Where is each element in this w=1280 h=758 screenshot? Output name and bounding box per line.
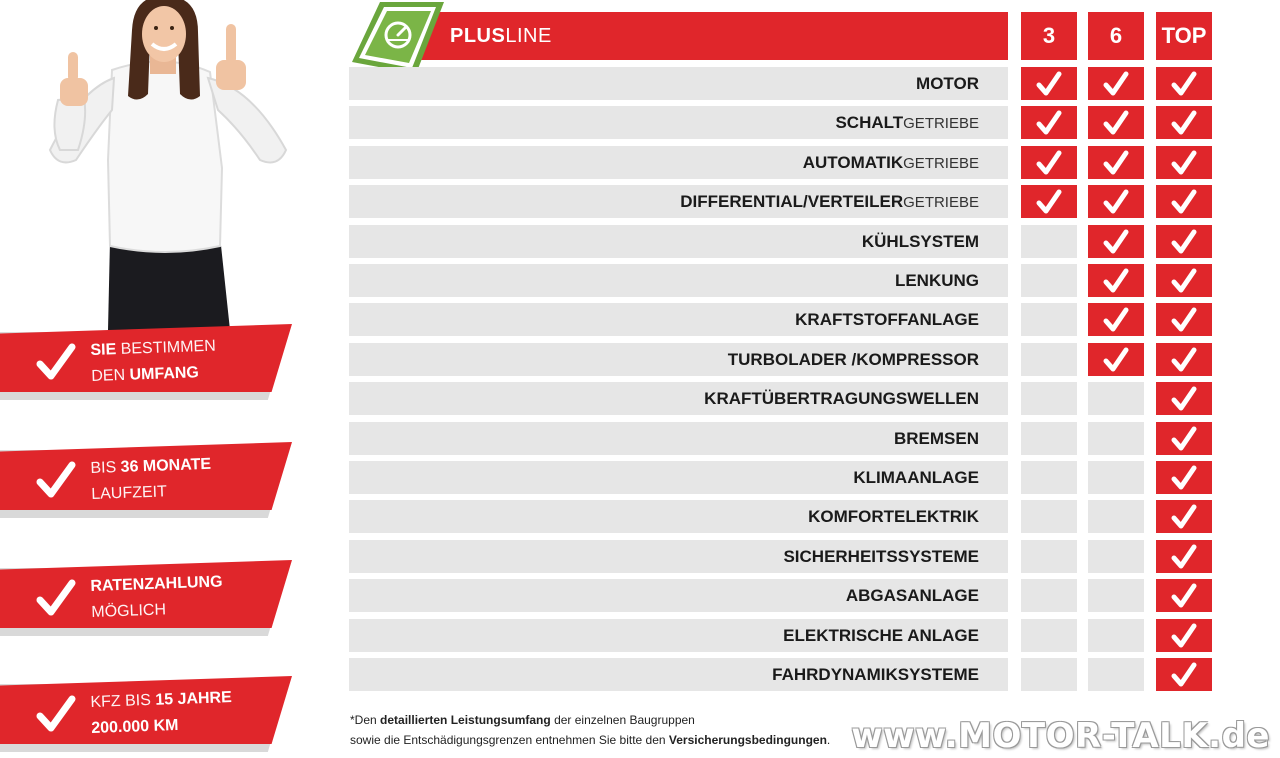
coverage-empty-cell: [1088, 619, 1144, 652]
checkmark-icon: [1170, 386, 1198, 412]
table-row-label: DIFFERENTIAL/VERTEILERGETRIEBE: [349, 185, 1008, 218]
coverage-empty-cell: [1088, 579, 1144, 612]
checkmark-icon: [1102, 229, 1130, 255]
checkmark-icon: [36, 342, 76, 382]
column-header-6: 6: [1088, 12, 1144, 60]
coverage-empty-cell: [1021, 264, 1077, 297]
checkmark-icon: [1035, 189, 1063, 215]
coverage-check-cell: [1088, 343, 1144, 376]
coverage-empty-cell: [1021, 500, 1077, 533]
checkmark-icon: [1170, 504, 1198, 530]
checkmark-icon: [36, 460, 76, 500]
benefit-banner: [0, 442, 292, 514]
checkmark-icon: [1170, 347, 1198, 373]
coverage-check-cell: [1156, 422, 1212, 455]
coverage-check-cell: [1088, 106, 1144, 139]
checkmark-icon: [1170, 150, 1198, 176]
coverage-check-cell: [1156, 67, 1212, 100]
coverage-check-cell: [1156, 658, 1212, 691]
benefit-text: KFZ BIS 15 JAHRE 200.000 KM: [90, 689, 233, 737]
checkmark-icon: [1170, 229, 1198, 255]
coverage-check-cell: [1156, 185, 1212, 218]
coverage-check-cell: [1156, 303, 1212, 336]
checkmark-icon: [1102, 268, 1130, 294]
footnote: *Den detaillierten Leistungsumfang der einzelnen Baugruppen sowie die Entschädigungsgrenzen entnehmen Sie bitte den Versicherungsbedingungen.: [350, 713, 831, 747]
checkmark-icon: [1102, 150, 1130, 176]
coverage-empty-cell: [1021, 382, 1077, 415]
table-row-label: ABGASANLAGE: [349, 579, 1008, 612]
coverage-empty-cell: [1021, 579, 1077, 612]
checkmark-icon: [1170, 189, 1198, 215]
table-row-label: FAHRDYNAMIKSYSTEME: [349, 658, 1008, 691]
checkmark-icon: [1170, 268, 1198, 294]
coverage-check-cell: [1156, 579, 1212, 612]
coverage-empty-cell: [1021, 225, 1077, 258]
checkmark-icon: [1170, 307, 1198, 333]
checkmark-icon: [36, 578, 76, 618]
coverage-empty-cell: [1021, 343, 1077, 376]
coverage-empty-cell: [1088, 461, 1144, 494]
table-row-label: KOMFORTELEKTRIK: [349, 500, 1008, 533]
table-row-label: SCHALTGETRIEBE: [349, 106, 1008, 139]
coverage-empty-cell: [1088, 422, 1144, 455]
coverage-empty-cell: [1021, 303, 1077, 336]
coverage-check-cell: [1156, 146, 1212, 179]
checkmark-icon: [1170, 465, 1198, 491]
coverage-check-cell: [1156, 343, 1212, 376]
coverage-empty-cell: [1088, 382, 1144, 415]
coverage-check-cell: [1088, 146, 1144, 179]
benefit-banner: [0, 324, 292, 396]
table-row-label: LENKUNG: [349, 264, 1008, 297]
benefit-banner: [0, 676, 292, 748]
coverage-empty-cell: [1088, 500, 1144, 533]
table-row-label: AUTOMATIKGETRIEBE: [349, 146, 1008, 179]
coverage-empty-cell: [1021, 619, 1077, 652]
table-row-label: KÜHLSYSTEM: [349, 225, 1008, 258]
coverage-empty-cell: [1088, 658, 1144, 691]
coverage-check-cell: [1156, 461, 1212, 494]
checkmark-icon: [1102, 347, 1130, 373]
coverage-check-cell: [1156, 540, 1212, 573]
coverage-empty-cell: [1021, 540, 1077, 573]
coverage-empty-cell: [1088, 540, 1144, 573]
coverage-empty-cell: [1021, 422, 1077, 455]
coverage-check-cell: [1088, 264, 1144, 297]
checkmark-icon: [1170, 71, 1198, 97]
checkmark-icon: [1170, 544, 1198, 570]
coverage-empty-cell: [1021, 461, 1077, 494]
benefit-text: SIE BESTIMMEN DEN UMFANG: [90, 337, 217, 385]
coverage-check-cell: [1088, 185, 1144, 218]
checkmark-icon: [1170, 623, 1198, 649]
checkmark-icon: [1170, 662, 1198, 688]
column-header-top: TOP: [1156, 12, 1212, 60]
table-row-label: KRAFTÜBERTRAGUNGSWELLEN: [349, 382, 1008, 415]
coverage-check-cell: [1021, 185, 1077, 218]
benefit-banner: [0, 560, 292, 632]
coverage-check-cell: [1156, 225, 1212, 258]
table-header-bar: [420, 12, 1008, 60]
coverage-check-cell: [1156, 500, 1212, 533]
table-row-label: MOTOR: [349, 67, 1008, 100]
checkmark-icon: [1170, 110, 1198, 136]
table-row-label: ELEKTRISCHE ANLAGE: [349, 619, 1008, 652]
checkmark-icon: [1035, 71, 1063, 97]
coverage-check-cell: [1088, 67, 1144, 100]
checkmark-icon: [1102, 110, 1130, 136]
table-row-label: KLIMAANLAGE: [349, 461, 1008, 494]
coverage-check-cell: [1156, 264, 1212, 297]
coverage-check-cell: [1156, 106, 1212, 139]
table-row-label: TURBOLADER /KOMPRESSOR: [349, 343, 1008, 376]
coverage-check-cell: [1088, 225, 1144, 258]
benefit-text: RATENZAHLUNG MÖGLICH: [90, 573, 223, 621]
table-row-label: BREMSEN: [349, 422, 1008, 455]
table-row-label: SICHERHEITSSYSTEME: [349, 540, 1008, 573]
checkmark-icon: [1035, 150, 1063, 176]
person-thumbs-up-image: [40, 0, 300, 330]
coverage-check-cell: [1021, 106, 1077, 139]
watermark: www.MOTOR-TALK.de: [851, 716, 1270, 756]
checkmark-icon: [1035, 110, 1063, 136]
product-title: PLUSLINE: [450, 25, 552, 47]
coverage-empty-cell: [1021, 658, 1077, 691]
coverage-check-cell: [1021, 146, 1077, 179]
checkmark-icon: [1170, 426, 1198, 452]
coverage-check-cell: [1088, 303, 1144, 336]
table-row-label: KRAFTSTOFFANLAGE: [349, 303, 1008, 336]
coverage-check-cell: [1156, 619, 1212, 652]
coverage-check-cell: [1021, 67, 1077, 100]
speedometer-icon: [350, 0, 446, 76]
coverage-check-cell: [1156, 382, 1212, 415]
benefit-text: BIS 36 MONATE LAUFZEIT: [90, 455, 212, 503]
checkmark-icon: [1102, 307, 1130, 333]
checkmark-icon: [1102, 189, 1130, 215]
checkmark-icon: [36, 694, 76, 734]
column-header-3: 3: [1021, 12, 1077, 60]
checkmark-icon: [1102, 71, 1130, 97]
checkmark-icon: [1170, 583, 1198, 609]
